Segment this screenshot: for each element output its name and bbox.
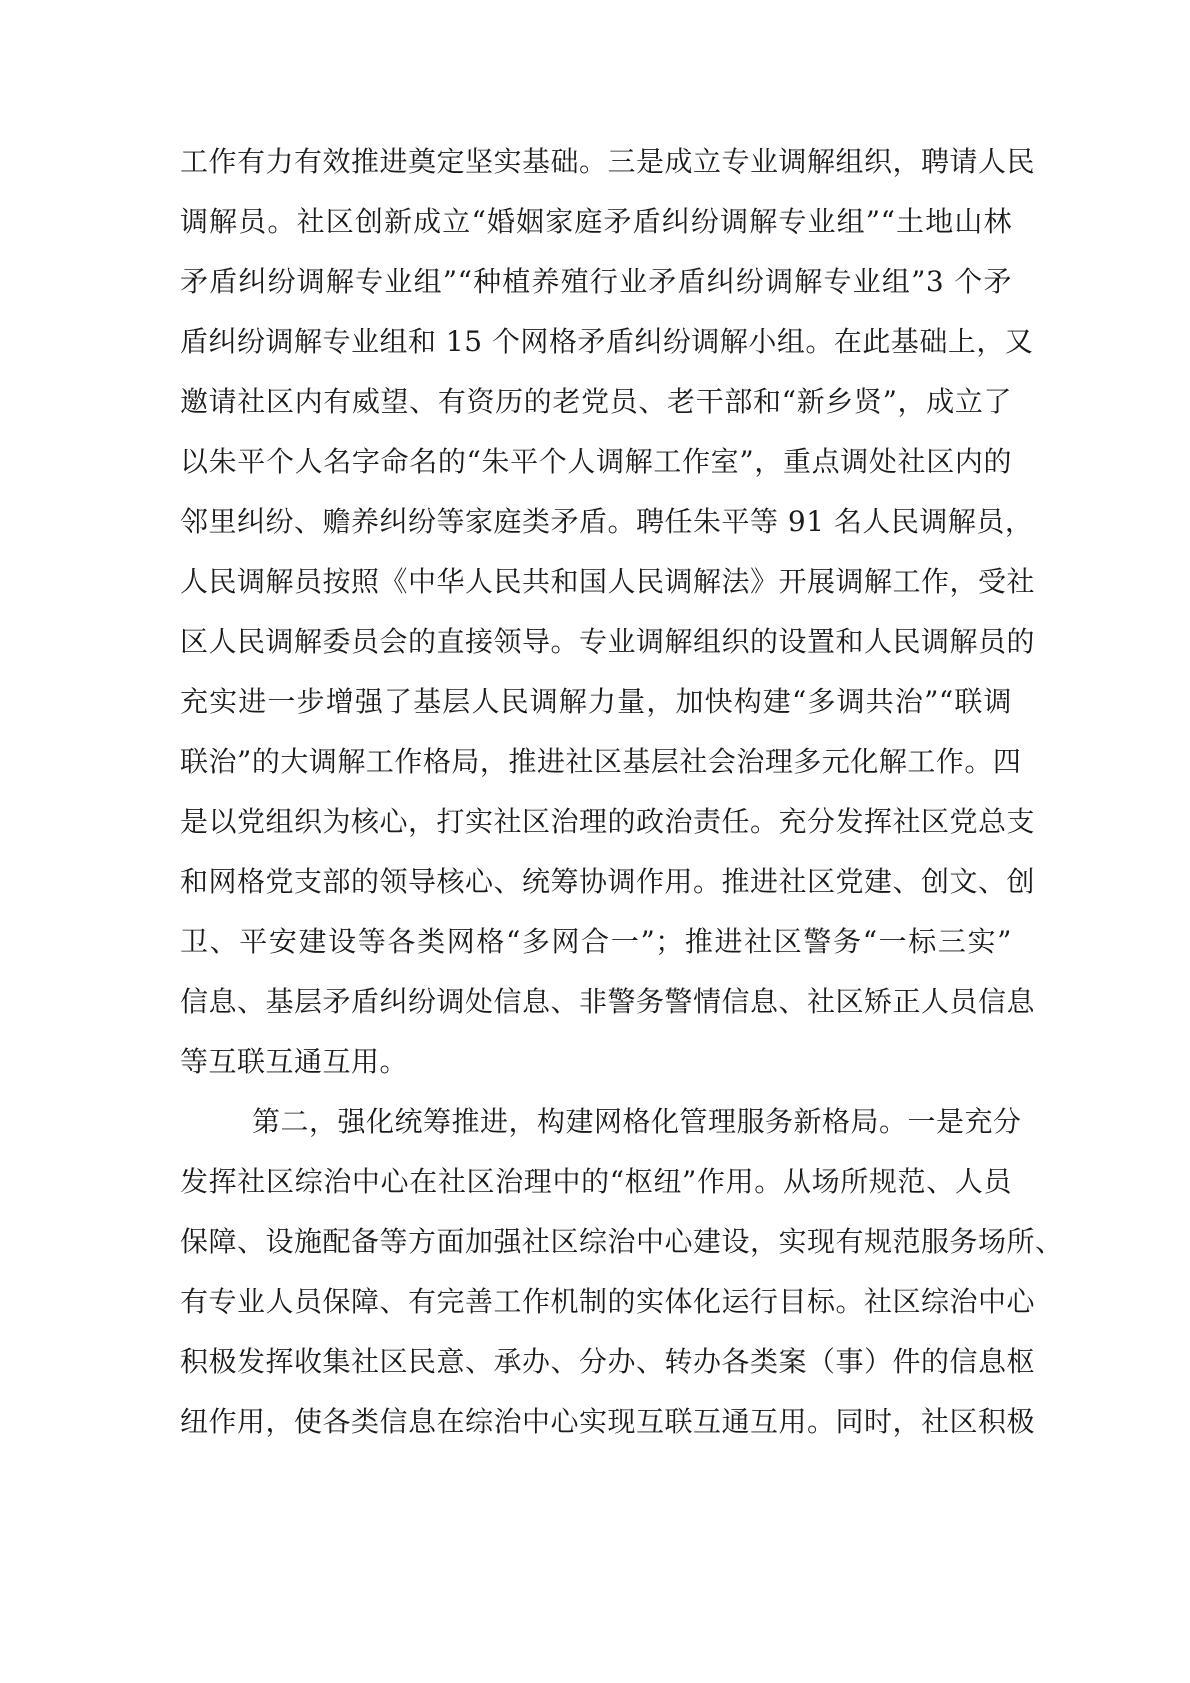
body-text-line: 是以党组织为核心，打实社区治理的政治责任。充分发挥社区党总支 bbox=[180, 805, 1036, 838]
body-text-line: 卫、平安建设等各类网格“多网合一”；推进社区警务“一标三实” bbox=[180, 925, 1012, 958]
body-text-line: 盾纠纷调解专业组和 15 个网格矛盾纠纷调解小组。在此基础上，又 bbox=[180, 325, 1034, 358]
paragraph-first-line: 第二，强化统筹推进，构建网格化管理服务新格局。一是充分 bbox=[252, 1105, 1022, 1138]
body-text-line: 联治”的大调解工作格局，推进社区基层社会治理多元化解工作。四 bbox=[180, 745, 1022, 778]
body-text-line: 积极发挥收集社区民意、承办、分办、转办各类案（事）件的信息枢 bbox=[180, 1345, 1036, 1378]
body-text-line: 调解员。社区创新成立“婚姻家庭矛盾纠纷调解专业组”“土地山林 bbox=[180, 205, 1012, 238]
body-text-line: 保障、设施配备等方面加强社区综治中心建设，实现有规范服务场所、 bbox=[180, 1225, 1064, 1258]
body-text-line: 人民调解员按照《中华人民共和国人民调解法》开展调解工作，受社 bbox=[180, 565, 1036, 598]
body-text-line: 充实进一步增强了基层人民调解力量，加快构建“多调共治”“联调 bbox=[180, 685, 1012, 718]
body-text-line: 有专业人员保障、有完善工作机制的实体化运行目标。社区综治中心 bbox=[180, 1285, 1036, 1318]
body-text-line: 信息、基层矛盾纠纷调处信息、非警务警情信息、社区矫正人员信息 bbox=[180, 985, 1036, 1018]
body-text-line: 邻里纠纷、赡养纠纷等家庭类矛盾。聘任朱平等 91 名人民调解员， bbox=[180, 505, 1034, 538]
body-text-line: 区人民调解委员会的直接领导。专业调解组织的设置和人民调解员的 bbox=[180, 625, 1036, 658]
body-text-line: 以朱平个人名字命名的“朱平个人调解工作室”，重点调处社区内的 bbox=[180, 445, 1012, 478]
body-text-line: 和网格党支部的领导核心、统筹协调作用。推进社区党建、创文、创 bbox=[180, 865, 1036, 898]
body-text-line: 矛盾纠纷调解专业组”“种植养殖行业矛盾纠纷调解专业组”3 个矛 bbox=[180, 265, 1012, 298]
body-text-line: 工作有力有效推进奠定坚实基础。三是成立专业调解组织，聘请人民 bbox=[180, 145, 1036, 178]
body-text-line: 纽作用，使各类信息在综治中心实现互联互通互用。同时，社区积极 bbox=[180, 1405, 1036, 1438]
body-text-line: 邀请社区内有威望、有资历的老党员、老干部和“新乡贤”，成立了 bbox=[180, 385, 1012, 418]
body-text-line: 等互联互通互用。 bbox=[180, 1045, 409, 1078]
body-text-line: 发挥社区综治中心在社区治理中的“枢纽”作用。从场所规范、人员 bbox=[180, 1165, 1012, 1198]
